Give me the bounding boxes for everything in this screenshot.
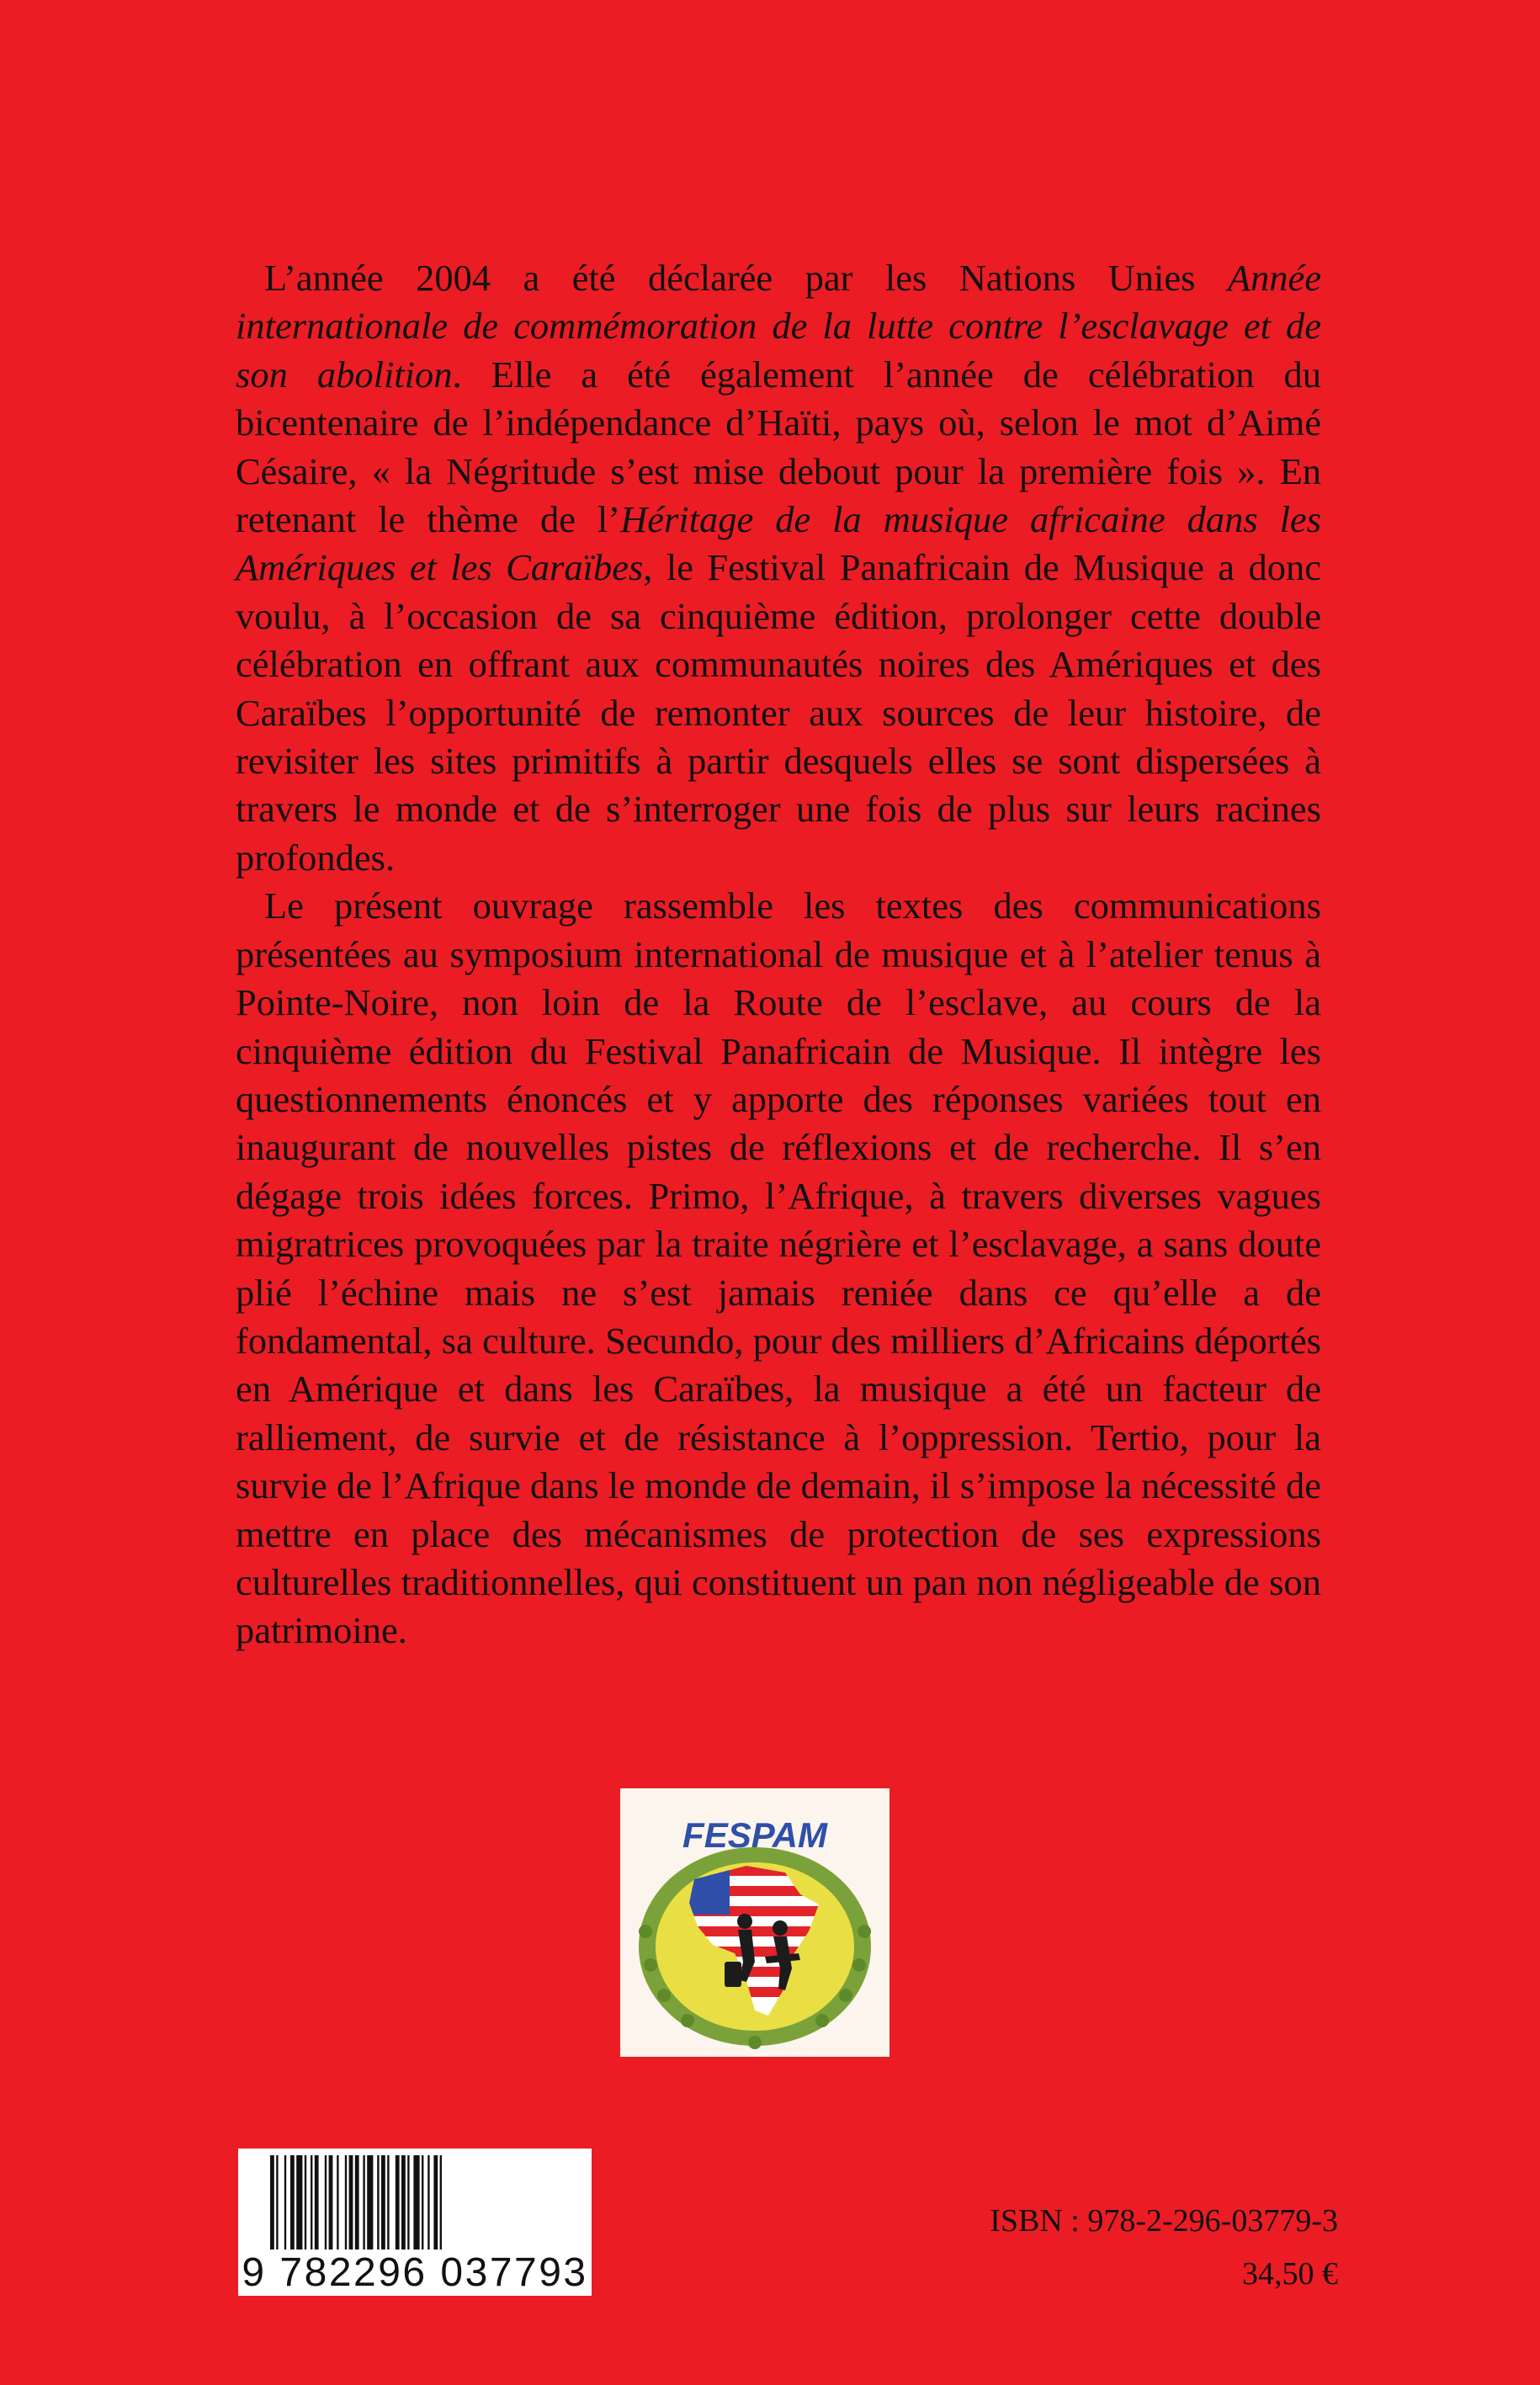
barcode-bar xyxy=(305,2155,306,2250)
barcode-bar xyxy=(396,2155,400,2250)
barcode-number: 9 782296 037793 xyxy=(238,2250,592,2296)
barcode-bar xyxy=(296,2155,302,2250)
intro-text-1: L’année 2004 a été déclarée par les Nations Unies xyxy=(264,257,1228,299)
logo-title: FESPAM xyxy=(682,1815,827,1855)
barcode-bar xyxy=(363,2155,364,2250)
barcode-bar xyxy=(290,2155,295,2250)
paragraph-summary: Le présent ouvrage rassemble les textes des communications présentées au symposium international de musique et à l’atelier tenus à Pointe-Noire, non loin de la Route de l’esclave, au cours de la cinquième édition du Festival Panafricain de Musique. Il intègre les questionnements énoncés et y apporte des réponses variées tout en inaugurant de nouvelles pistes de réflexions et de recherche. Il s’en dégage trois idées forces. Primo, l’Afrique, à travers diverses vagues migratrices provoquées par la traite négrière et l’esclavage, a sans doute plié l’échine mais ne s’est jamais reniée dans ce qu’elle a de fondamental, sa culture. Secundo, pour des milliers d’Africains déportés en Amérique et dans les Caraïbes, la musique a été un facteur de ralliement, de survie et de résistance à l’oppression. Tertio, pour la survie de l’Afrique dans le monde de demain, il s’impose la nécessité de mettre en place des mécanismes de protection de ses expressions culturelles traditionnelles, qui constituent un pan non négligeable de son patrimoine. xyxy=(236,884,1321,1652)
barcode-bar xyxy=(413,2155,419,2250)
barcode-bar xyxy=(311,2155,312,2250)
barcode-bar xyxy=(433,2155,438,2250)
intro-text-2: . Elle a été également l’année de célébration du bicentenaire de l’indépendance d’Haïti, pays où, selon le mot d’Aimé Césaire, « la Négritude s’est mise debout pour la première fois ». En retenant le thème de l’ xyxy=(236,353,1321,541)
barcode-bar xyxy=(401,2155,406,2250)
barcode-bar xyxy=(387,2155,389,2250)
intro-italic-year-title: Année internationale de commémoration de la lutte contre l’esclavage et de son abolition xyxy=(236,257,1321,396)
barcode-bar xyxy=(355,2155,359,2250)
barcode-bar xyxy=(276,2155,278,2250)
barcode-bar xyxy=(345,2155,347,2250)
barcode-bar xyxy=(367,2155,373,2250)
barcode-bar xyxy=(284,2155,286,2250)
price: 34,50 € xyxy=(1242,2256,1338,2292)
barcode-bar xyxy=(381,2155,385,2250)
intro-text-3: , le Festival Panafricain de Musique a donc voulu, à l’occasion de sa cinquième édition, prolonger cette double célébration en offrant aux communautés noires des Amériques et des Caraïbes l’opportunité de remonter aux sources de leur histoire, de revisiter les sites primitifs à partir desquels elles se sont dispersées à travers le monde et de s’interroger une fois de plus sur leurs racines profondes. xyxy=(236,546,1321,879)
barcode-icon xyxy=(238,2149,592,2296)
barcode-bar xyxy=(440,2155,442,2250)
barcode-bar xyxy=(427,2155,429,2250)
barcode-bar xyxy=(407,2155,409,2250)
barcode-bar xyxy=(337,2155,338,2250)
barcode-bar xyxy=(325,2155,327,2250)
fespam-logo xyxy=(620,1788,889,2057)
barcode-bar xyxy=(315,2155,319,2250)
barcode-bar xyxy=(422,2155,423,2250)
barcode-bar xyxy=(270,2155,274,2250)
intro-italic-theme: Héritage de la musique africaine dans les Amériques et les Caraïbes xyxy=(236,498,1322,589)
back-cover-text xyxy=(236,254,1321,1655)
barcode-bar xyxy=(329,2155,333,2250)
isbn-number: ISBN : 978-2-296-03779-3 xyxy=(990,2203,1338,2239)
barcode-bar xyxy=(349,2155,353,2250)
paragraph-intro xyxy=(236,254,1321,882)
barcode-bar xyxy=(377,2155,379,2250)
